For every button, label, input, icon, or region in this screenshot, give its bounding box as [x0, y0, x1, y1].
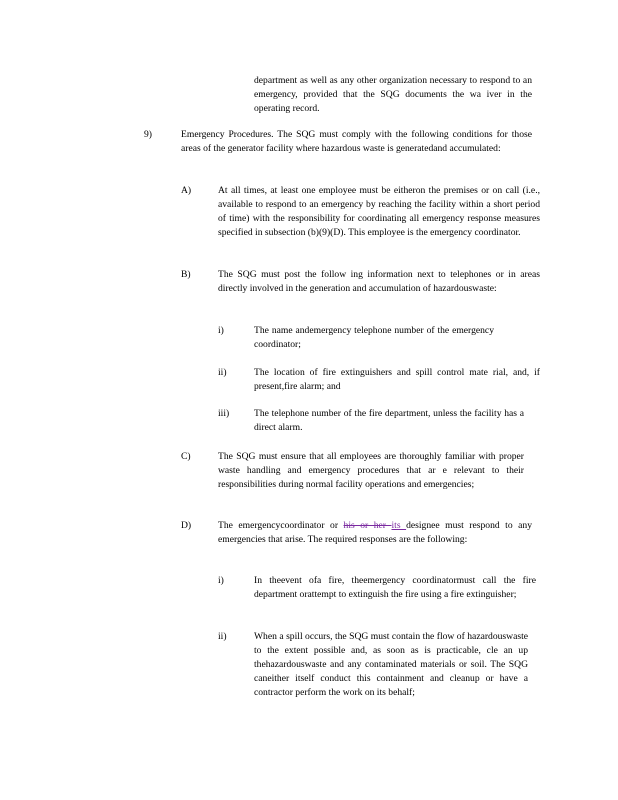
item-c-text: The SQG must ensure that all employees are thoroughly familiar with proper waste handling and emergency procedures that ar e relevant to their responsibilities during normal facility operations and emergencies; [218, 451, 524, 490]
deleted-revision-text: his or her [343, 520, 392, 531]
item-b-iii-text: The telephone number of the fire department, unless the facility has a direct alarm. [254, 408, 524, 433]
item-d-text-before: The emergencycoordinator or [218, 520, 344, 531]
item-a-label: A) [181, 185, 192, 196]
item-b-i-label: i) [218, 325, 224, 336]
item-d-ii-label: ii) [218, 631, 227, 642]
item-b-ii-label: ii) [218, 367, 227, 378]
item-b-ii-text: The location of fire extinguishers and spill control mate rial, and, if present,fire alarm; and [254, 367, 540, 392]
item-b-i-text: The name andemergency telephone number of the emergency coordinator; [254, 325, 494, 350]
section-9-text: Emergency Procedures. The SQG must comply with the following conditions for those areas of the generator facility where hazardous waste is generatedand accumulated: [181, 129, 532, 154]
item-d-text [218, 519, 532, 547]
item-c-label: C) [181, 451, 191, 462]
inserted-revision-text: its [391, 520, 407, 531]
continuation-text: department as well as any other organization necessary to respond to an emergency, provided that the SQG documents the wa iver in the operating record. [254, 75, 532, 114]
item-b-iii-label: iii) [218, 408, 230, 419]
item-a-text: At all times, at least one employee must be eitheron the premises or on call (i.e., available to respond to an emergency by reaching the facility within a short period of time) with the responsibility for coordinating all emergency response measures specified in subsection (b)(9)(D). This employee is the emergency coordinator. [218, 185, 540, 238]
item-b-text: The SQG must post the follow ing information next to telephones or in areas directly involved in the generation and accumulation of hazardouswaste: [218, 269, 540, 294]
item-d-i-label: i) [218, 575, 224, 586]
item-d-ii-text: When a spill occurs, the SQG must contain the flow of hazardouswaste to the extent possible and, as soon as is practicable, cle an up thehazardouswaste and any contaminated materials or soil. The SQG caneither itself conduct this containment and cleanup or have a contractor perform the work on its behalf; [254, 631, 528, 698]
item-d-text-after: designee must respond to any emergencies that arise. The required responses are the following: [218, 520, 532, 545]
section-9-number: 9) [144, 129, 152, 140]
item-d-i-text: In theevent ofa fire, theemergency coordinatormust call the fire department orattempt to extinguish the fire using a fire extinguisher; [254, 575, 536, 600]
item-b-label: B) [181, 269, 191, 280]
item-d-label: D) [181, 520, 192, 531]
